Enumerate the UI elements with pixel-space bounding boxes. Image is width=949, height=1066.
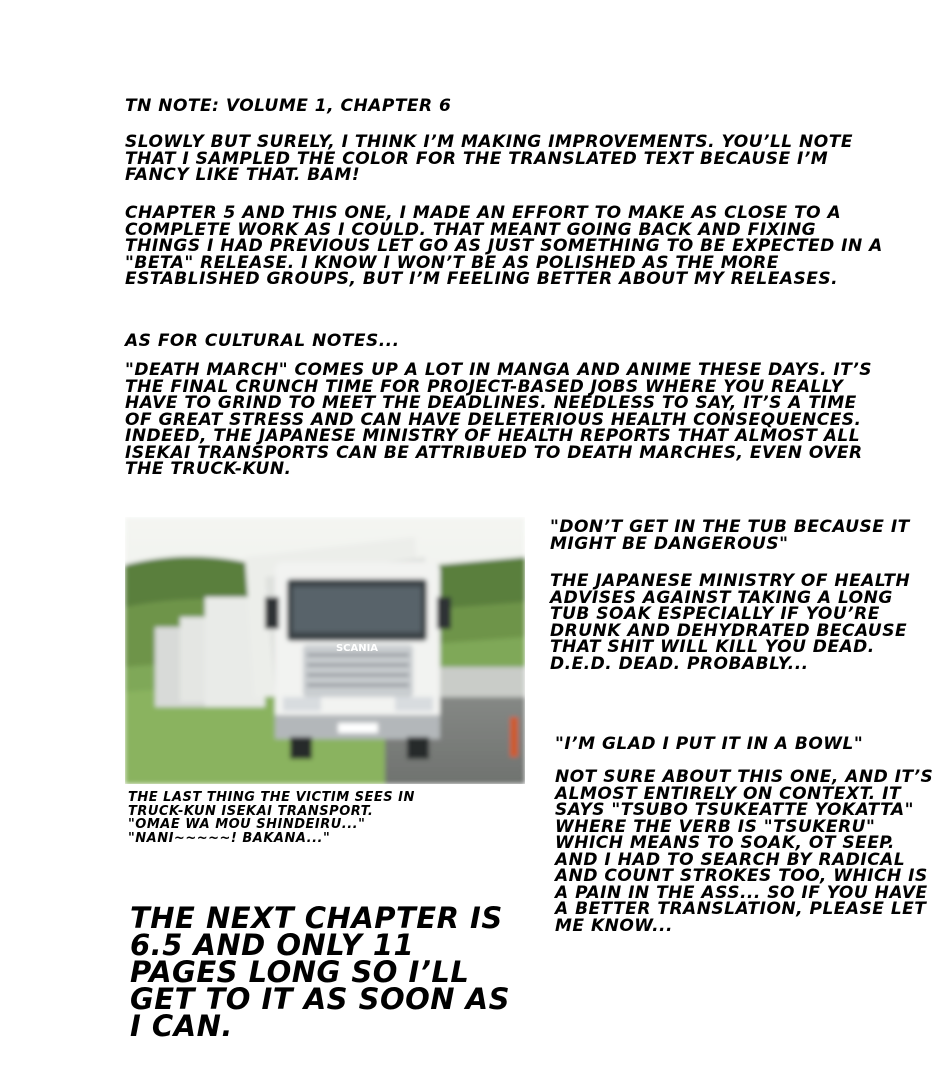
truck-badge: SCANIA bbox=[335, 643, 379, 654]
photo-caption bbox=[128, 791, 528, 845]
bowl-quote: "I’M GLAD I PUT IT IN A BOWL" bbox=[555, 734, 864, 754]
note-paragraph-improvements: SLOWLY BUT SURELY, I THINK I’M MAKING IMPROVEMENTS. YOU’LL NOTE THAT I SAMPLED THE COLOR FOR THE TRANSLATED TEXT BECAUSE I’M FANCY LIKE THAT. BAM! bbox=[125, 132, 853, 185]
note-paragraph-death-march: "DEATH MARCH" COMES UP A LOT IN MANGA AND ANIME THESE DAYS. IT’S THE FINAL CRUNCH TIME FOR PROJECT-BASED JOBS WHERE YOU REALLY HAVE TO GRIND TO MEET THE DEADLINES. NEEDLESS TO SAY, IT’S A TIME OF GREAT STRESS AND CAN HAVE DELETERIOUS HEALTH CONSEQUENCES. INDEED, THE JAPANESE MINISTRY OF HEALTH REPORTS THAT ALMOST ALL ISEKAI TRANSPORTS CAN BE ATTRIBUED TO DEATH MARCHES, EVEN OVER THE TRUCK-KUN. bbox=[125, 360, 873, 479]
tub-quote: "DON’T GET IN THE TUB BECAUSE IT MIGHT BE DANGEROUS" bbox=[550, 517, 910, 554]
tub-note: THE JAPANESE MINISTRY OF HEALTH ADVISES AGAINST TAKING A LONG TUB SOAK ESPECIALLY IF YOU’RE DRUNK AND DEHYDRATED BECAUSE THAT SHIT WILL KILL YOU DEAD. D.E.D. DEAD. PROBABLY... bbox=[550, 571, 911, 674]
truck-photo bbox=[125, 517, 525, 784]
page-title: TN NOTE: VOLUME 1, CHAPTER 6 bbox=[125, 96, 452, 116]
note-paragraph-complete-work: CHAPTER 5 AND THIS ONE, I MADE AN EFFORT TO MAKE AS CLOSE TO A COMPLETE WORK AS I COULD. THAT MEANT GOING BACK AND FIXING THINGS I HAD PREVIOUS LET GO AS JUST SOMETHING TO BE EXPECTED IN A "BETA" RELEASE. I KNOW I WON’T BE AS POLISHED AS THE MORE ESTABLISHED GROUPS, BUT I’M FEELING BETTER ABOUT MY RELEASES. bbox=[125, 203, 883, 289]
caption-line: TRUCK-KUN ISEKAI TRANSPORT. bbox=[128, 803, 374, 819]
bowl-note: NOT SURE ABOUT THIS ONE, AND IT’S ALMOST ENTIRELY ON CONTEXT. IT SAYS "TSUBO TSUKEATTE YOKATTA" WHERE THE VERB IS "TSUKERU" WHICH MEANS TO SOAK, OT SEEP. AND I HAD TO SEARCH BY RADICAL AND COUNT STROKES TOO, WHICH IS A PAIN IN THE ASS... SO IF YOU HAVE A BETTER TRANSLATION, PLEASE LET ME KNOW... bbox=[555, 767, 934, 936]
note-paragraph-cultural: AS FOR CULTURAL NOTES... bbox=[125, 331, 400, 351]
caption-line: THE LAST THING THE VICTIM SEES IN bbox=[128, 790, 415, 805]
next-chapter-notice: THE NEXT CHAPTER IS 6.5 AND ONLY 11 PAGES LONG SO I’LL GET TO IT AS SOON AS I CAN. bbox=[130, 901, 511, 1043]
caption-line: "NANI~~~~~! BAKANA..." bbox=[128, 830, 331, 846]
caption-line: "OMAE WA MOU SHINDEIRU..." bbox=[128, 817, 366, 832]
